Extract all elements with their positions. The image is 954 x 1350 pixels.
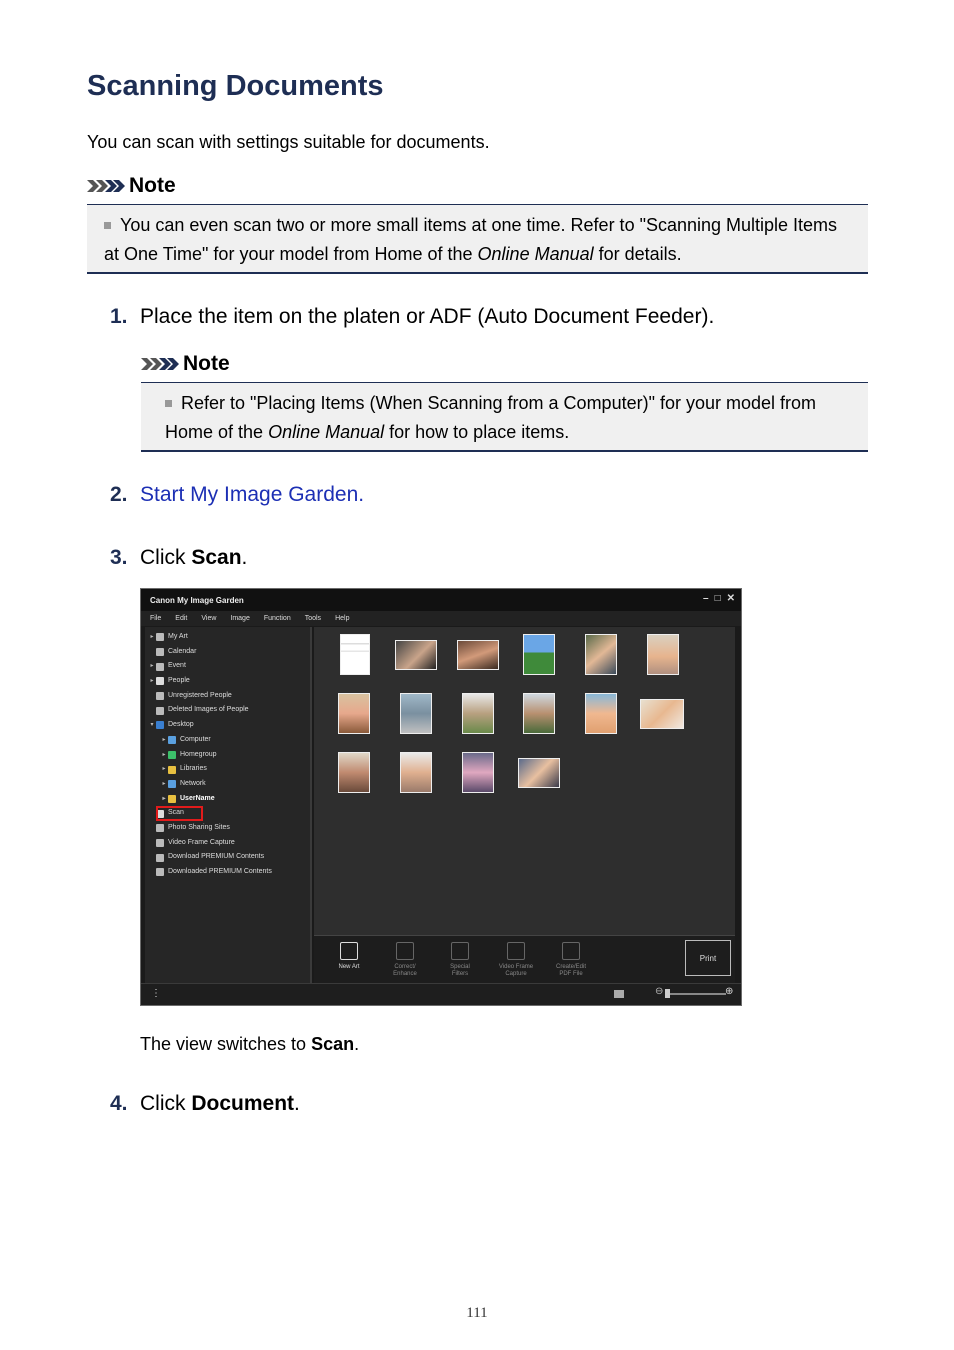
note-box (141, 382, 868, 452)
sidebar-item-label: Download PREMIUM Contents (168, 853, 265, 861)
step-1 (110, 305, 714, 329)
note-box (87, 204, 868, 274)
tool-special-filters-button[interactable] (437, 942, 483, 978)
tool-video-frame-capture-button[interactable] (493, 942, 539, 978)
scan-term: Scan (191, 546, 242, 569)
sidebar-item-label: Homegroup (180, 750, 217, 758)
expand-arrow-icon[interactable]: ▸ (162, 751, 166, 758)
sidebar-item-label: Network (180, 779, 206, 787)
tool-icon (562, 942, 580, 960)
folder-icon (156, 824, 164, 832)
sidebar-item-label: Photo Sharing Sites (168, 823, 230, 831)
note-text-end: for details. (593, 244, 682, 264)
note-text: You can even scan two or more small items at one time. Refer to "Scanning Multiple Items at One Time" for your model from Home of the (104, 215, 838, 264)
sidebar-item-network[interactable] (145, 777, 310, 792)
menu-tools[interactable]: Tools (304, 615, 322, 622)
tool-new-art-button[interactable] (326, 942, 372, 971)
folder-icon (156, 663, 164, 671)
expand-arrow-icon[interactable]: ▸ (162, 736, 166, 743)
print-button[interactable]: Print (685, 940, 731, 976)
sidebar-item-label: Computer (180, 735, 211, 743)
folder-icon (156, 721, 164, 729)
sidebar-item-libraries[interactable] (145, 762, 310, 777)
folder-icon (156, 677, 164, 685)
page-title: Scanning Documents (87, 70, 384, 102)
tool-correct-enhance-button[interactable] (382, 942, 428, 978)
folder-icon (156, 854, 164, 862)
step-number: 4. (110, 1092, 128, 1115)
step-3 (110, 546, 247, 570)
intro-text: You can scan with settings suitable for documents. (87, 132, 490, 152)
folder-icon (156, 633, 164, 641)
sidebar-item-desktop[interactable] (145, 718, 310, 733)
sidebar-item-my-art[interactable] (145, 630, 310, 645)
thumbnail[interactable] (518, 758, 560, 788)
step-text: Place the item on the platen or ADF (Auto Document Feeder). (140, 305, 715, 328)
sidebar-item-unregistered-people[interactable] (145, 689, 310, 704)
caption: The view switches to Scan. (140, 1034, 360, 1054)
folder-icon (156, 839, 164, 847)
sidebar-item-computer[interactable] (145, 733, 310, 748)
minimize-icon[interactable]: – (703, 593, 709, 604)
thumbnail[interactable] (400, 693, 432, 734)
maximize-icon[interactable]: □ (714, 593, 721, 604)
expand-arrow-icon[interactable]: ▸ (162, 780, 166, 787)
sidebar-item-label: Deleted Images of People (168, 706, 249, 714)
app-title: Canon My Image Garden (150, 595, 244, 605)
expand-arrow-icon[interactable]: ▸ (162, 795, 166, 802)
note-emphasis: Online Manual (477, 244, 594, 264)
step-text: Click Document. (140, 1092, 300, 1115)
menu-edit[interactable]: Edit (175, 615, 188, 622)
folder-icon (156, 868, 164, 876)
expand-arrow-icon[interactable]: ▾ (150, 722, 154, 729)
app-statusbar (141, 983, 741, 1005)
sidebar-item-downloaded-premium-contents[interactable] (145, 865, 310, 880)
zoom-out-icon[interactable]: ⊖ (655, 986, 664, 997)
step-text: Click Scan. (140, 546, 248, 569)
sidebar-item-label: Unregistered People (168, 691, 232, 699)
sidebar-item-label: Video Frame Capture (168, 838, 235, 846)
sidebar-item-download-premium-contents[interactable] (145, 850, 310, 865)
note-emphasis: Online Manual (268, 422, 385, 442)
note-arrows-icon (141, 356, 179, 372)
menu-function[interactable]: Function (263, 615, 291, 622)
note-arrows-icon (87, 178, 125, 194)
thumbnail-grid (314, 627, 735, 935)
page-number: 111 (466, 1305, 488, 1321)
tool-icon (340, 942, 358, 960)
tool-label: Video Frame Capture (498, 964, 534, 977)
thumbnail[interactable] (523, 693, 555, 734)
thumbnail[interactable] (647, 634, 679, 675)
close-icon[interactable]: ✕ (726, 593, 735, 604)
thumbnail[interactable] (340, 634, 370, 675)
tool-label: New Art (338, 964, 360, 970)
zoom-in-icon[interactable]: ⊕ (725, 986, 734, 997)
view-mode-icon[interactable] (614, 990, 624, 998)
note-heading-label: Note (129, 174, 176, 197)
document-term: Document (191, 1092, 295, 1115)
thumbnail[interactable] (457, 640, 499, 670)
folder-icon (168, 766, 176, 774)
sidebar-item-people[interactable] (145, 674, 310, 689)
sidebar-item-username[interactable] (145, 792, 310, 807)
tool-icon (451, 942, 469, 960)
note-heading-label: Note (183, 352, 230, 375)
expand-arrow-icon[interactable]: ▸ (150, 678, 154, 685)
scan-highlight-box (156, 806, 203, 821)
thumbnail[interactable] (523, 634, 555, 675)
tool-icon (507, 942, 525, 960)
sidebar-item-label: Libraries (180, 765, 207, 773)
menu-file[interactable]: File (150, 615, 162, 622)
expand-arrow-icon[interactable]: ▸ (162, 766, 166, 773)
thumbnail[interactable] (395, 640, 437, 670)
sidebar-item-label: Downloaded PREMIUM Contents (168, 868, 272, 875)
zoom-slider[interactable] (666, 993, 726, 995)
tool-label: Special Filters (450, 964, 470, 977)
app-menubar (141, 611, 741, 626)
bullet-icon (104, 222, 111, 229)
folder-icon (168, 780, 176, 788)
note-text: Refer to "Placing Items (When Scanning from a Computer)" for your model from Home of the (165, 393, 817, 442)
sidebar-item-label: Desktop (168, 721, 194, 729)
menu-view[interactable]: View (201, 615, 217, 622)
info-icon[interactable]: ⋮ (151, 988, 161, 999)
app-sidebar (145, 627, 312, 983)
step-4 (110, 1092, 300, 1116)
menu-help[interactable]: Help (335, 615, 350, 622)
folder-icon (168, 795, 176, 803)
tool-label: Correct/ Enhance (393, 964, 417, 977)
tool-icon (396, 942, 414, 960)
menu-image[interactable]: Image (230, 615, 250, 622)
sidebar-item-photo-sharing-sites[interactable] (145, 821, 310, 836)
start-my-image-garden-link[interactable]: Start My Image Garden. (140, 483, 365, 506)
scan-term: Scan (311, 1034, 355, 1054)
bullet-icon (165, 400, 172, 407)
sidebar-item-video-frame-capture[interactable] (145, 836, 310, 851)
step-number: 2. (110, 483, 128, 506)
folder-icon (168, 751, 176, 759)
folder-icon (156, 707, 164, 715)
zoom-slider-handle[interactable] (665, 989, 670, 998)
thumbnail[interactable] (338, 693, 370, 734)
sidebar-item-label: UserName (180, 794, 215, 802)
sidebar-item-deleted-images-of-people[interactable] (145, 703, 310, 718)
sidebar-item-label: People (168, 677, 190, 685)
thumbnail[interactable] (462, 752, 494, 793)
thumbnail[interactable] (400, 752, 432, 793)
step-2 (110, 483, 364, 507)
thumbnail[interactable] (462, 693, 494, 734)
thumbnail[interactable] (585, 693, 617, 734)
note-heading (141, 352, 230, 376)
folder-icon (156, 692, 164, 700)
folder-icon (156, 648, 164, 656)
sidebar-item-label: Event (168, 662, 186, 670)
sidebar-item-scan[interactable] (145, 806, 310, 821)
app-toolbar (314, 935, 735, 983)
app-titlebar (141, 589, 741, 611)
expand-arrow-icon[interactable]: ▸ (150, 663, 154, 670)
app-window (140, 588, 742, 1006)
step-number: 3. (110, 546, 128, 569)
note-heading (87, 174, 176, 198)
sidebar-item-calendar[interactable] (145, 645, 310, 660)
note-text-end: for how to place items. (384, 422, 570, 442)
thumbnail[interactable] (640, 699, 684, 729)
tool-label: Create/Edit PDF File (555, 964, 586, 977)
sidebar-item-label: My Art (168, 633, 188, 640)
sidebar-item-event[interactable] (145, 659, 310, 674)
sidebar-item-label: Scan (168, 809, 184, 817)
folder-icon (168, 736, 176, 744)
thumbnail[interactable] (585, 634, 617, 675)
step-number: 1. (110, 305, 128, 328)
tool-create-edit-pdf-file-button[interactable] (548, 942, 594, 978)
thumbnail[interactable] (338, 752, 370, 793)
sidebar-item-label: Calendar (168, 647, 197, 655)
expand-arrow-icon[interactable]: ▸ (150, 634, 154, 640)
sidebar-item-homegroup[interactable] (145, 748, 310, 763)
